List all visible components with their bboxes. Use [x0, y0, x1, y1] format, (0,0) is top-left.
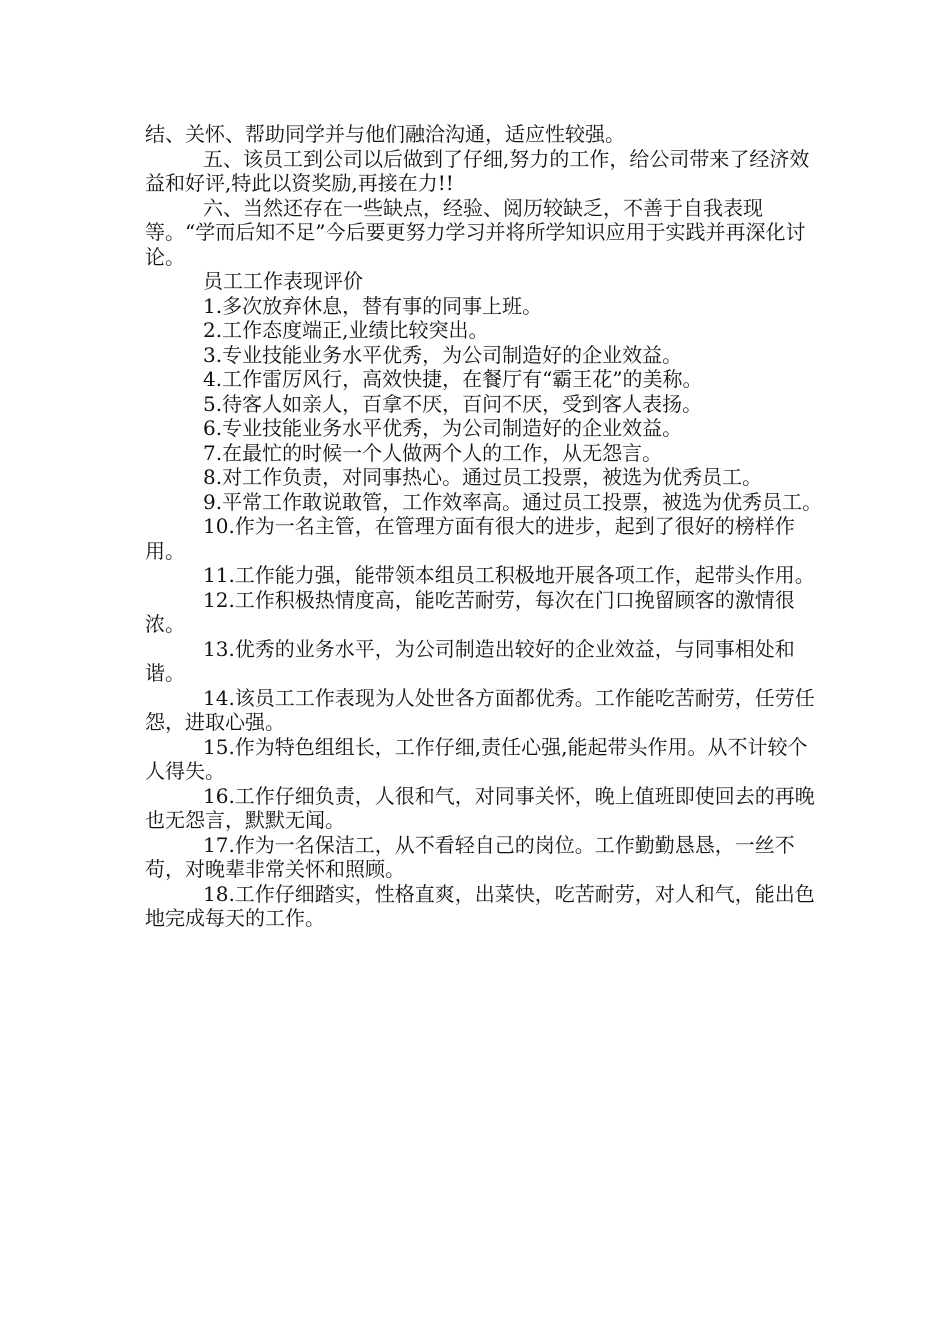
section-title: 员工工作表现评价: [203, 269, 363, 293]
list-item: 11.工作能力强，能带领本组员工积极地开展各项工作，起带头作用。: [203, 563, 815, 587]
list-item: 9.平常工作敢说敢管，工作效率高。通过员工投票，被选为优秀员工。: [203, 489, 823, 514]
list-item: 13.优秀的业务水平，为公司制造出较好的企业效益，与同事相处和谐。: [145, 636, 795, 685]
list-item: 10.作为一名主管，在管理方面有很大的进步，起到了很好的榜样作用。: [145, 514, 795, 563]
paragraph-six: 六、当然还存在一些缺点，经验、阅历较缺乏，不善于自我表现等。“学而后知不足”今后要更努力学习并将所学知识应用于实践并再深化讨论。: [145, 195, 806, 269]
list-item: 7.在最忙的时候一个人做两个人的工作，从无怨言。: [203, 440, 663, 465]
paragraph-five: 五、该员工到公司以后做到了仔细,努力的工作，给公司带来了经济效益和好评,特此以资奖励,再接在力!!: [145, 146, 810, 195]
continuation-paragraph: 结、关怀、帮助同学并与他们融洽沟通，适应性较强。: [145, 122, 625, 146]
list-item: 8.对工作负责，对同事热心。通过员工投票，被选为优秀员工。: [203, 465, 763, 489]
list-item: 17.作为一名保洁工，从不看轻自己的岗位。工作勤勤恳恳，一丝不苟，对晚辈非常关怀和照顾。: [145, 832, 795, 881]
list-item: 1.多次放弃休息，替有事的同事上班。: [203, 293, 543, 318]
list-item: 5.待客人如亲人，百拿不厌，百问不厌，受到客人表扬。: [203, 391, 703, 416]
list-item: 3.专业技能业务水平优秀，为公司制造好的企业效益。: [203, 342, 683, 367]
list-item: 14.该员工工作表现为人处世各方面都优秀。工作能吃苦耐劳，任劳任怨，进取心强。: [145, 685, 815, 734]
list-item: 18.工作仔细踏实，性格直爽，出菜快，吃苦耐劳，对人和气，能出色地完成每天的工作。: [145, 881, 815, 930]
list-item: 12.工作积极热情度高，能吃苦耐劳，每次在门口挽留顾客的激情很浓。: [145, 587, 795, 636]
list-item: 16.工作仔细负责，人很和气，对同事关怀，晚上值班即使回去的再晚也无怨言，默默无闻。: [145, 783, 815, 832]
document-page: [145, 122, 825, 931]
list-item: 15.作为特色组组长，工作仔细,责任心强,能起带头作用。从不计较个人得失。: [145, 734, 808, 783]
list-item: 6.专业技能业务水平优秀，为公司制造好的企业效益。: [203, 416, 683, 440]
list-item: 4.工作雷厉风行，高效快捷，在餐厅有“霸王花”的美称。: [203, 367, 703, 391]
list-item: 2.工作态度端正,业绩比较突出。: [203, 318, 489, 342]
